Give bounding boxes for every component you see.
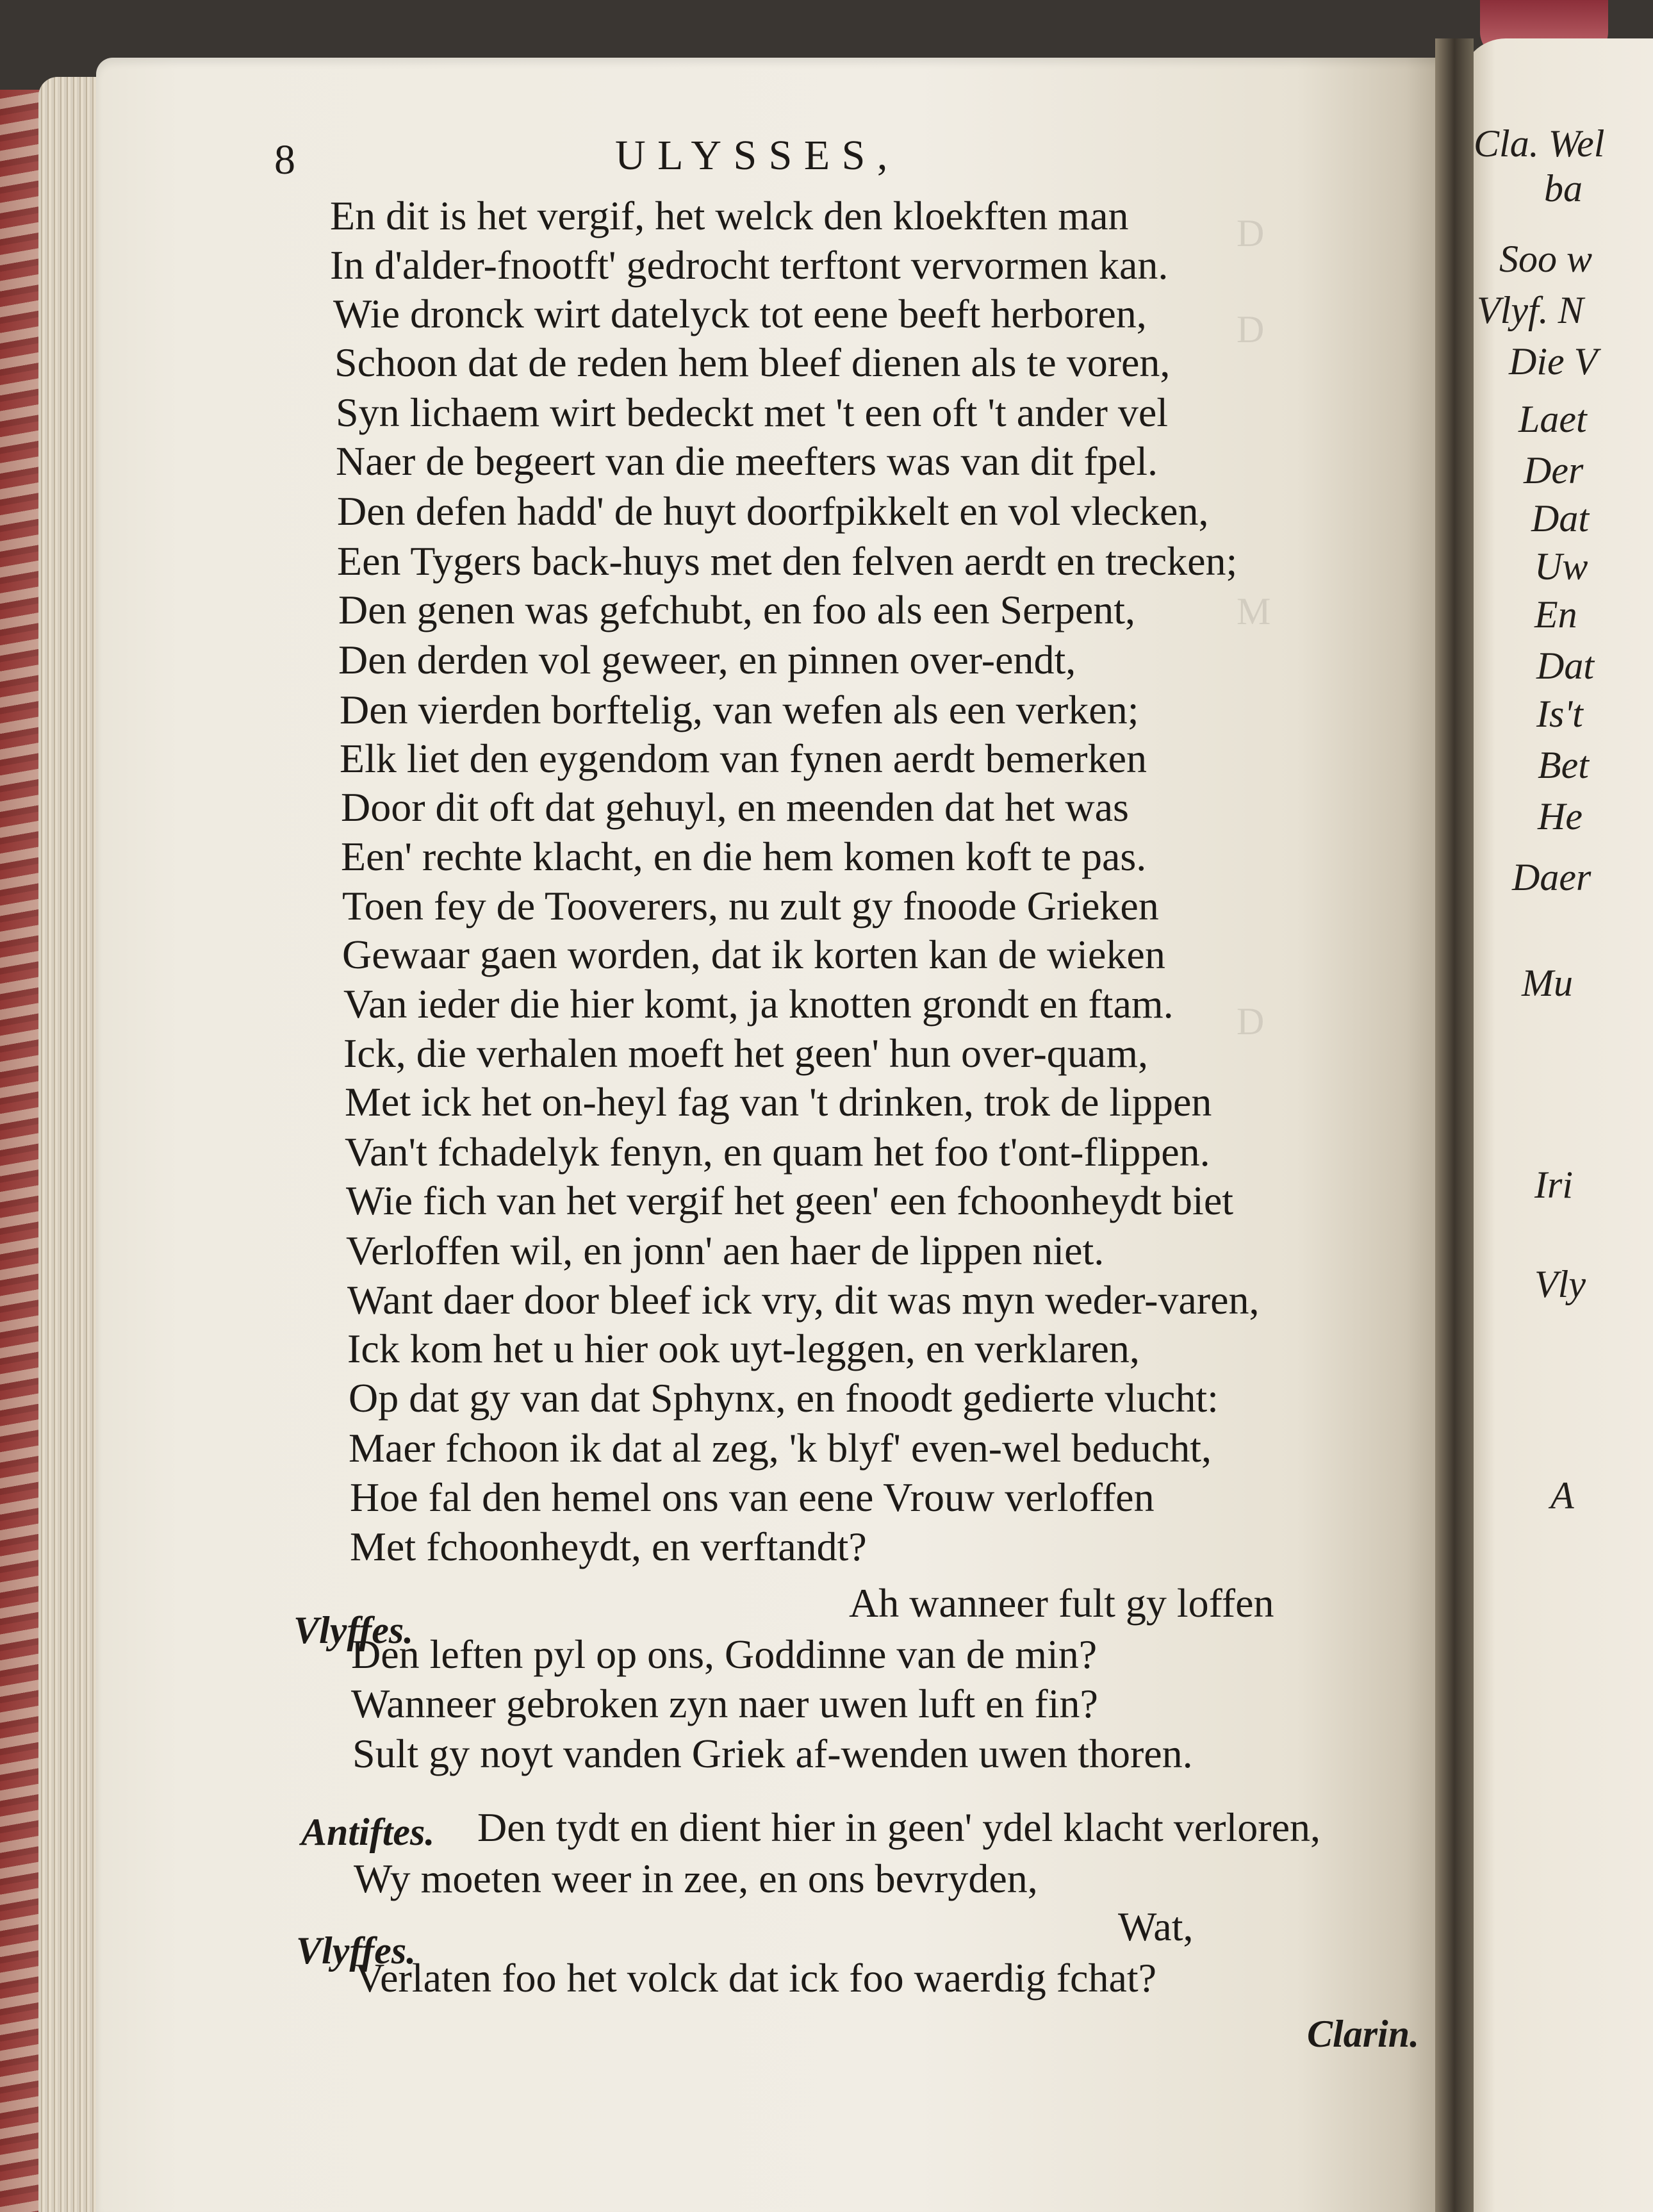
right-page-fragment: Uw [1534, 545, 1588, 588]
verse-line: Ick kom het u hier ook uyt-leggen, en verklaren, [347, 1326, 1140, 1371]
page-text: 8 ULYSSES, D D M D En dit is het vergif, het welck den kloekften man In d'alder-fnootft' gedrocht terftont vervormen kan. Wie dronck wirt datelyck tot eene beeft herboren, Schoon dat de reden hem bleef dienen als te voren, Syn lichaem wirt bedeckt met 't een oft 't ander vel Naer de begeert van die meefters was van dit fpel. Den defen hadd' de huyt doorfpikkelt en vol vlecken, Een Tygers back-huys met den felven aerdt en trecken; Den genen was gefchubt, en foo als een Serpent, Den derden vol geweer, en pinnen over-endt, Den vierden borftelig, van wefen als een verken; Elk liet den eygendom van fynen aerdt bemerken Door dit oft dat gehuyl, en meenden dat het was Een' rechte klacht, en die hem komen koft te pas. Toen fey de Tooverers, nu zult gy fnoode Grieken Gewaar gaen worden, dat ik korten kan de wieken Van ieder die hier komt, ja knotten grondt en ftam. Ick, die verhalen moeft het geen' hun over-quam, Met ick het on-heyl fag van 't drinken, trok de lippen Van't fchadelyk fenyn, en quam het foo t'ont-flippen. Wie fich van het vergif het geen' een fchoonheydt biet Verloffen wil, en jonn' aen haer de lippen niet. Want daer door bleef ick vry, dit was myn weder-varen, Ick kom het u hier ook uyt-leggen, en verklaren, Op dat gy van dat Sphynx, en fnoodt gedierte vlucht: Maer fchoon ik dat al zeg, 'k blyf' even-wel beducht, Hoe fal den hemel ons van eene Vrouw verloffen Met fchoonheydt, en verftandt? Vlyffes. Ah wanneer fult gy loffen Den leften pyl op ons, Goddinne van de min? Wanneer gebroken zyn naer uwen luft en fin? Sult gy noyt vanden Griek af-wenden uwen thoren. Antiftes. Den tydt en dient hier in geen' ydel klacht verloren, Wy moeten weer in zee, en ons bevryden, Vlyffes. Wat, Verlaten foo het volck dat ick foo waerdig fchat? Clarin. Cla. Wel ba Soo w Vlyf. N Die V Laet Der Dat Uw En Dat Is't Bet He Daer Mu Iri Vly A [274, 122, 1605, 2055]
verse-line: Den tydt en dient hier in geen' ydel klacht verloren, [477, 1804, 1320, 1850]
verse-line: Maer fchoon ik dat al zeg, 'k blyf' even-wel beducht, [349, 1425, 1212, 1471]
page-number: 8 [274, 136, 295, 183]
right-page-fragment: Laet [1518, 398, 1587, 440]
right-page-fragment: Dat [1536, 645, 1594, 687]
running-title: ULYSSES, [615, 132, 900, 179]
right-page-fragment: Is't [1536, 693, 1583, 735]
verse-line: Den derden vol geweer, en pinnen over-endt, [338, 637, 1076, 682]
catchword: Clarin. [1307, 2013, 1420, 2055]
verse-line: Van't fchadelyk fenyn, en quam het foo t'ont-flippen. [345, 1129, 1210, 1175]
verse-line: Een' rechte klacht, en die hem komen koft te pas. [341, 834, 1147, 879]
verse-line: Syn lichaem wirt bedeckt met 't een oft 't ander vel [336, 390, 1169, 435]
right-page-fragment: Mu [1522, 962, 1573, 1004]
verse-line: Den leften pyl op ons, Goddinne van de min? [351, 1631, 1098, 1677]
verse-line: In d'alder-fnootft' gedrocht terftont vervormen kan. [330, 242, 1169, 288]
verse-line: Toen fey de Tooverers, nu zult gy fnoode Grieken [342, 883, 1159, 929]
verse-line: Den vierden borftelig, van wefen als een verken; [340, 687, 1139, 732]
right-page-fragment: Die V [1509, 340, 1598, 383]
verse-line: Wanneer gebroken zyn naer uwen luft en fin? [351, 1681, 1098, 1726]
verse-line: Sult gy noyt vanden Griek af-wenden uwen thoren. [352, 1731, 1193, 1776]
right-page-fragment: En [1534, 593, 1577, 636]
verse-line: Van ieder die hier komt, ja knotten grondt en ftam. [343, 981, 1174, 1027]
speaker-label: Vlyffes. [296, 1929, 416, 1972]
verse-line: Verloffen wil, en jonn' aen haer de lippen niet. [346, 1228, 1105, 1273]
verse-line: Met fchoonheydt, en verftandt? [350, 1524, 867, 1569]
verse-line: Met ick het on-heyl fag van 't drinken, trok de lippen [345, 1079, 1212, 1125]
right-page-fragment: Soo w [1499, 238, 1593, 280]
right-page-fragment: Daer [1512, 856, 1591, 898]
verse-line: Wy moeten weer in zee, en ons bevryden, [354, 1856, 1038, 1901]
verse-line: Den defen hadd' de huyt doorfpikkelt en vol vlecken, [337, 488, 1209, 534]
verse-line: Verlaten foo het volck dat ick foo waerdig fchat? [355, 1955, 1157, 2001]
verse-line: Elk liet den eygendom van fynen aerdt bemerken [340, 736, 1147, 781]
verse-line: En dit is het vergif, het welck den kloekften man [330, 193, 1129, 238]
verse-line: Wat, [1118, 1904, 1194, 1949]
verse-line: Op dat gy van dat Sphynx, en fnoodt gedierte vlucht: [349, 1375, 1219, 1421]
right-page-fragment: Cla. Wel [1474, 122, 1605, 165]
speaker-label: Vlyffes. [293, 1609, 414, 1651]
right-page-fragment: Der [1524, 449, 1584, 491]
verse-line: Wie fich van het vergif het geen' een fchoonheydt biet [346, 1178, 1233, 1223]
right-page-fragment: Vly [1534, 1263, 1586, 1305]
speaker-label: Antiftes. [301, 1811, 435, 1853]
right-page-fragment: Bet [1538, 744, 1589, 786]
right-page-fragment: Vlyf. N [1477, 289, 1584, 331]
verse-line: Ah wanneer fult gy loffen [849, 1580, 1274, 1626]
right-page-fragment: Dat [1531, 497, 1589, 540]
verse-line: Ick, die verhalen moeft het geen' hun over-quam, [343, 1030, 1148, 1076]
verse-line: Want daer door bleef ick vry, dit was myn weder-varen, [347, 1277, 1260, 1323]
right-page-fragment: A [1550, 1474, 1574, 1517]
verse-line: Den genen was gefchubt, en foo als een Serpent, [338, 587, 1135, 632]
verse-line: Door dit oft dat gehuyl, en meenden dat het was [341, 784, 1129, 830]
verse-line: Schoon dat de reden hem bleef dienen als te voren, [334, 340, 1171, 385]
verse-line: Wie dronck wirt datelyck tot eene beeft herboren, [333, 291, 1147, 336]
verse-line: Een Tygers back-huys met den felven aerdt en trecken; [337, 538, 1238, 584]
right-page-fragment: Iri [1534, 1164, 1573, 1206]
right-page-fragment: He [1538, 795, 1583, 838]
verse-line: Hoe fal den hemel ons van eene Vrouw verloffen [350, 1474, 1155, 1520]
right-page-fragment: ba [1544, 167, 1583, 210]
verse-line: Gewaar gaen worden, dat ik korten kan de wieken [342, 932, 1165, 977]
verse-line: Naer de begeert van die meefters was van dit fpel. [336, 438, 1158, 484]
